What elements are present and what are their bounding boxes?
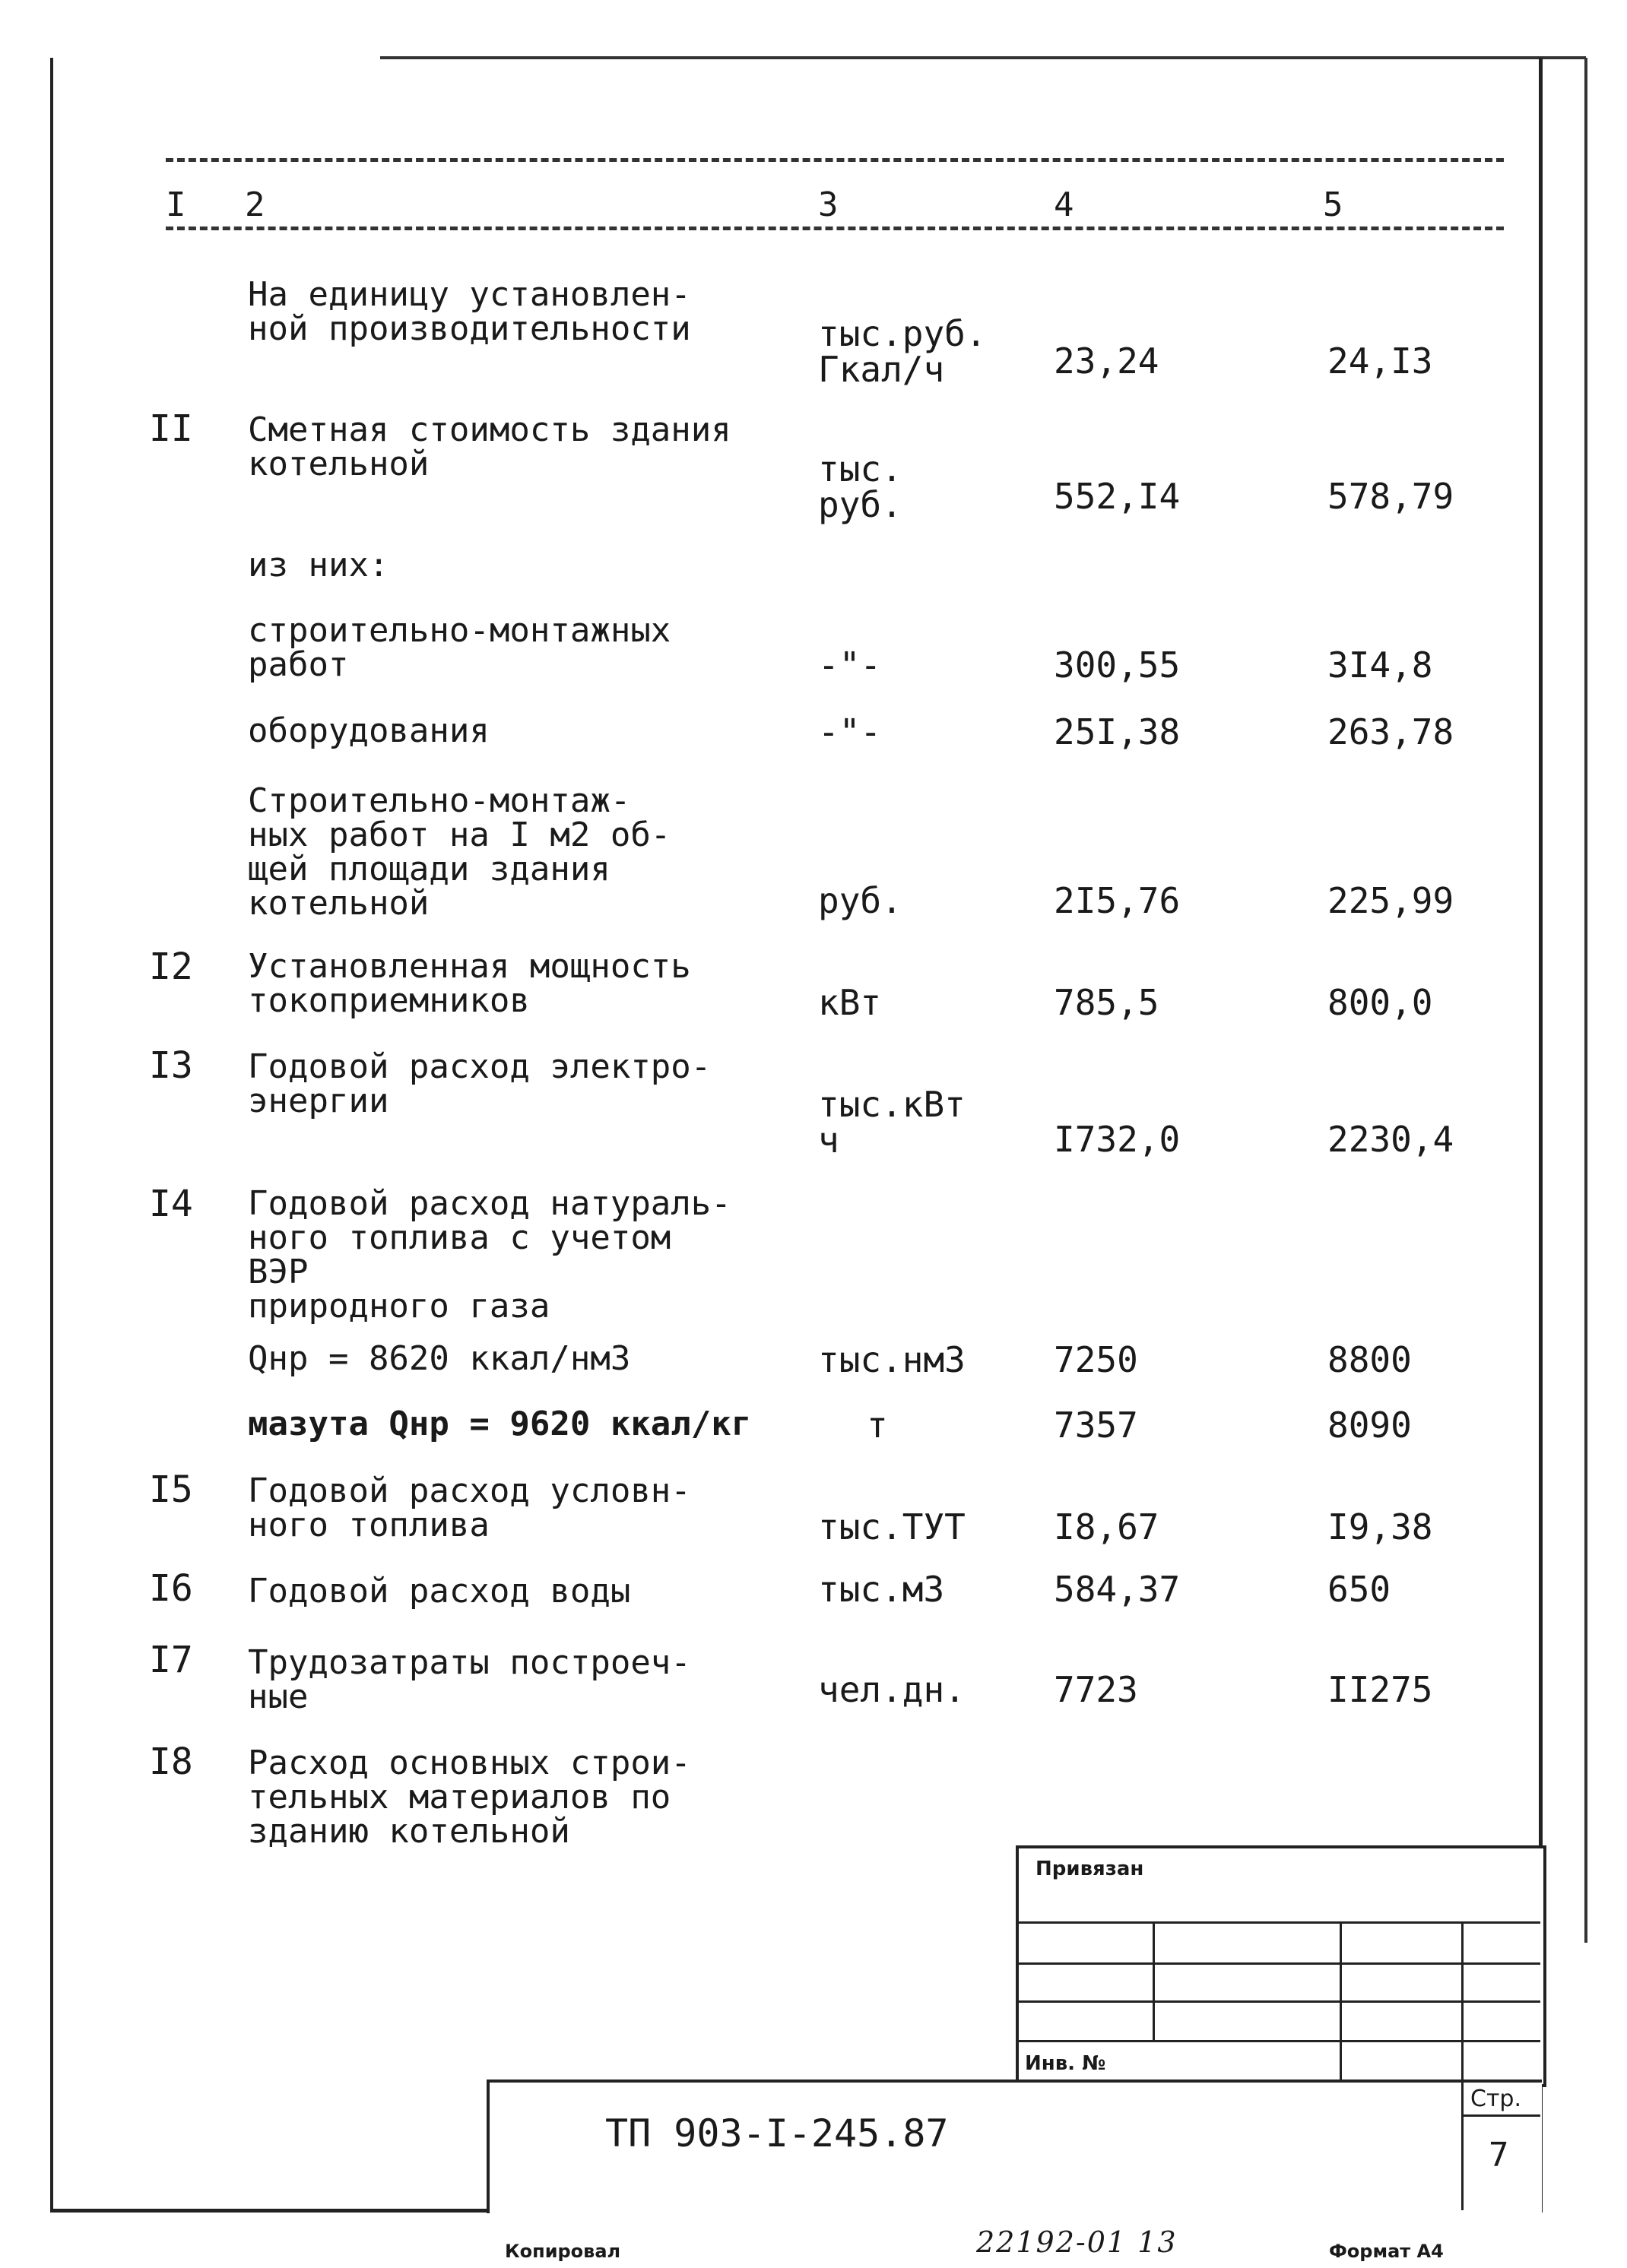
row-number: I8 xyxy=(149,1741,193,1783)
row-unit: т xyxy=(867,1405,888,1446)
stamp-inventory-label: Инв. № xyxy=(1025,2052,1106,2075)
row-value-col4: 785,5 xyxy=(1054,982,1159,1023)
header-top-dashes xyxy=(166,158,1504,162)
row-value-col5: I9,38 xyxy=(1327,1506,1433,1547)
row-text: Установленная мощность токоприемников xyxy=(248,947,691,1020)
row-text: Годовой расход условн- ного топлива xyxy=(248,1471,691,1544)
row-value-col5: 8800 xyxy=(1327,1339,1412,1380)
header-col-3: 3 xyxy=(818,185,839,224)
row-unit: тыс.м3 xyxy=(818,1569,945,1610)
row-value-col4: 7723 xyxy=(1054,1669,1138,1710)
row-value-col4: 2I5,76 xyxy=(1054,880,1181,921)
header-bottom-dashes xyxy=(166,226,1504,230)
row-unit: кВт xyxy=(818,982,882,1023)
row-text: Годовой расход натураль- ного топлива с учетом ВЭР природного газа xyxy=(248,1184,731,1326)
row-number: I6 xyxy=(149,1567,193,1610)
row-unit: -"- xyxy=(818,645,882,686)
header-col-4: 4 xyxy=(1054,185,1074,224)
row-unit: тыс.руб. Гкал/ч xyxy=(818,313,987,390)
row-value-col5: 24,I3 xyxy=(1327,341,1433,382)
row-text: Строительно-монтаж- ных работ на I м2 об- щей площади здания котельной xyxy=(248,781,671,923)
document-code: ТП 903-I-245.87 xyxy=(605,2111,949,2156)
page-number: 7 xyxy=(1489,2136,1509,2175)
row-value-col4: 23,24 xyxy=(1054,341,1159,382)
row-value-col5: 8090 xyxy=(1327,1405,1412,1446)
frame-left-line xyxy=(50,58,53,2212)
row-number: I3 xyxy=(149,1044,193,1087)
stamp-divider xyxy=(1461,1921,1464,2081)
row-number: I4 xyxy=(149,1183,193,1225)
row-number: II xyxy=(149,407,193,450)
row-number: I5 xyxy=(149,1468,193,1511)
row-unit: руб. xyxy=(818,880,902,921)
row-text: Расход основных строи- тельных материалов по зданию котельной xyxy=(248,1744,691,1851)
row-text: мазута Qнр = 9620 ккал/кг xyxy=(248,1405,752,1443)
row-text: из них: xyxy=(248,546,389,584)
row-value-col5: 800,0 xyxy=(1327,982,1433,1023)
row-number: I2 xyxy=(149,946,193,988)
row-text: На единицу установлен- ной производительности xyxy=(248,275,691,348)
copied-by-label: Копировал xyxy=(505,2241,621,2262)
header-col-2: 2 xyxy=(245,185,265,224)
page-box-divider xyxy=(1461,2080,1464,2210)
row-value-col4: I8,67 xyxy=(1054,1506,1159,1547)
row-unit: чел.дн. xyxy=(818,1669,966,1710)
row-value-col5: 578,79 xyxy=(1327,476,1454,517)
row-unit: тыс.нм3 xyxy=(818,1339,966,1380)
row-text: Годовой расход электро- энергии xyxy=(248,1047,712,1120)
stamp-privyazan-label: Привязан xyxy=(1036,1858,1144,1880)
row-value-col5: 225,99 xyxy=(1327,880,1454,921)
handwritten-note: 22192-01 13 xyxy=(976,2225,1178,2259)
row-value-col5: 650 xyxy=(1327,1569,1391,1610)
row-value-col4: I732,0 xyxy=(1054,1119,1181,1160)
row-value-col5: 3I4,8 xyxy=(1327,645,1433,686)
row-unit: тыс. руб. xyxy=(818,448,902,525)
row-text: строительно-монтажных работ xyxy=(248,611,671,684)
row-text: Qнр = 8620 ккал/нм3 xyxy=(248,1339,631,1378)
row-value-col4: 552,I4 xyxy=(1054,476,1181,517)
approval-stamp xyxy=(1016,1845,1546,2087)
row-text: оборудования xyxy=(248,711,490,750)
row-value-col4: 7357 xyxy=(1054,1405,1138,1446)
header-col-1: I xyxy=(166,185,186,224)
row-value-col5: 263,78 xyxy=(1327,711,1454,752)
row-text: Трудозатраты построеч- ные xyxy=(248,1643,691,1716)
page-label: Стр. xyxy=(1470,2086,1522,2112)
format-label: Формат А4 xyxy=(1329,2241,1444,2262)
row-text: Годовой расход воды xyxy=(248,1572,631,1611)
stamp-divider xyxy=(1340,1921,1342,2081)
frame-top-line xyxy=(380,56,1586,59)
row-unit: тыс.ТУТ xyxy=(818,1506,966,1547)
frame-outer-right-line xyxy=(1584,58,1587,1943)
stamp-divider xyxy=(1153,1921,1155,2040)
row-value-col5: 2230,4 xyxy=(1327,1119,1454,1160)
page-box-rule xyxy=(1461,2114,1540,2117)
row-value-col4: 584,37 xyxy=(1054,1569,1181,1610)
row-value-col5: II275 xyxy=(1327,1669,1433,1710)
row-value-col4: 25I,38 xyxy=(1054,711,1181,752)
header-col-5: 5 xyxy=(1323,185,1343,224)
row-unit: тыс.кВт ч xyxy=(818,1084,966,1161)
row-text: Сметная стоимость здания котельной xyxy=(248,410,731,483)
row-unit: -"- xyxy=(818,711,882,752)
row-value-col4: 300,55 xyxy=(1054,645,1181,686)
row-number: I7 xyxy=(149,1639,193,1681)
row-value-col4: 7250 xyxy=(1054,1339,1138,1380)
